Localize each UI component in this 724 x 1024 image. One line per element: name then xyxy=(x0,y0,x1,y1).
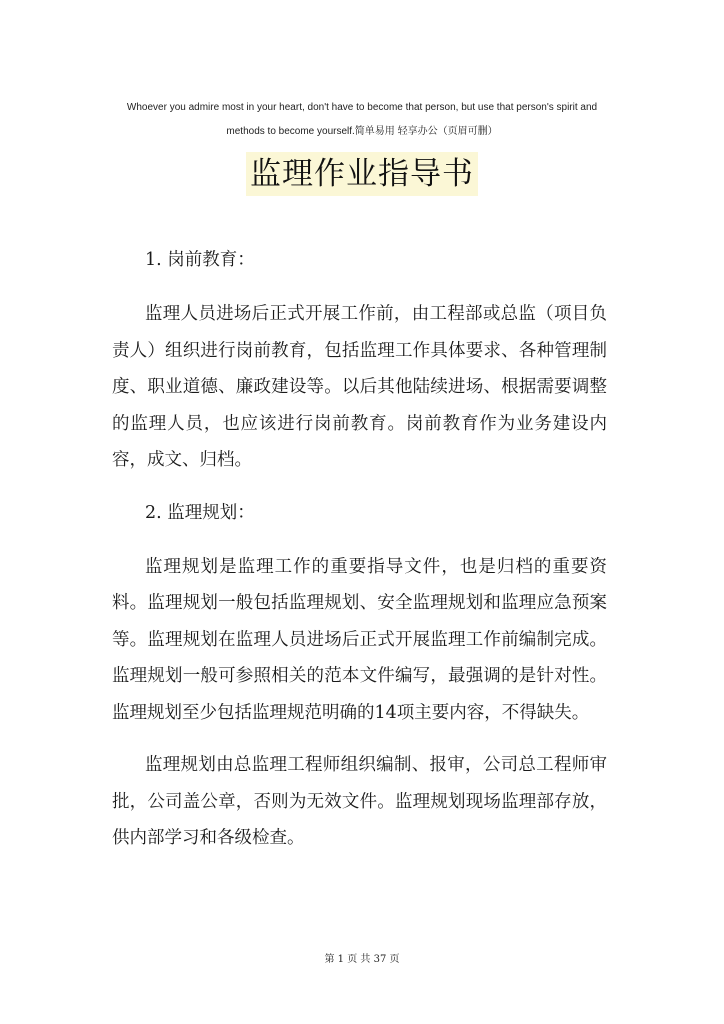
page-number: 第 1 页 共 37 页 xyxy=(324,954,400,965)
page-footer xyxy=(0,950,724,965)
title-wrapper xyxy=(0,152,724,196)
header-line-1: Whoever you admire most in your heart, don't have to become that person, but use that person's spirit and xyxy=(126,102,598,113)
section-2-paragraph-2: 监理规划由总监理工程师组织编制、报审，公司总工程师审批，公司盖公章，否则为无效文件。监理规划现场监理部存放，供内部学习和各级检查。 xyxy=(112,755,607,848)
header-line-2: methods to become yourself.简单易用 轻享办公（页眉可删） xyxy=(226,126,498,137)
page-header xyxy=(90,96,634,144)
section-heading-2: 2. 监理规划： xyxy=(145,502,255,523)
document-title: 监理作业指导书 xyxy=(246,152,478,196)
document-body xyxy=(112,242,607,857)
section-2-paragraph-1: 监理规划是监理工作的重要指导文件，也是归档的重要资料。监理规划一般包括监理规划、安全监理规划和监理应急预案等。监理规划在监理人员进场后正式开展监理工作前编制完成。监理规划一般可参照相关的范本文件编写，最强调的是针对性。监理规划至少包括监理规范明确的14项主要内容，不得缺失。 xyxy=(112,556,607,723)
section-1-paragraph-1: 监理人员进场后正式开展工作前，由工程部或总监（项目负责人）组织进行岗前教育，包括监理工作具体要求、各种管理制度、职业道德、廉政建设等。以后其他陆续进场、根据需要调整的监理人员，也应该进行岗前教育。岗前教育作为业务建设内容，成文、归档。 xyxy=(112,304,607,470)
section-heading-1: 1. 岗前教育： xyxy=(145,250,255,270)
